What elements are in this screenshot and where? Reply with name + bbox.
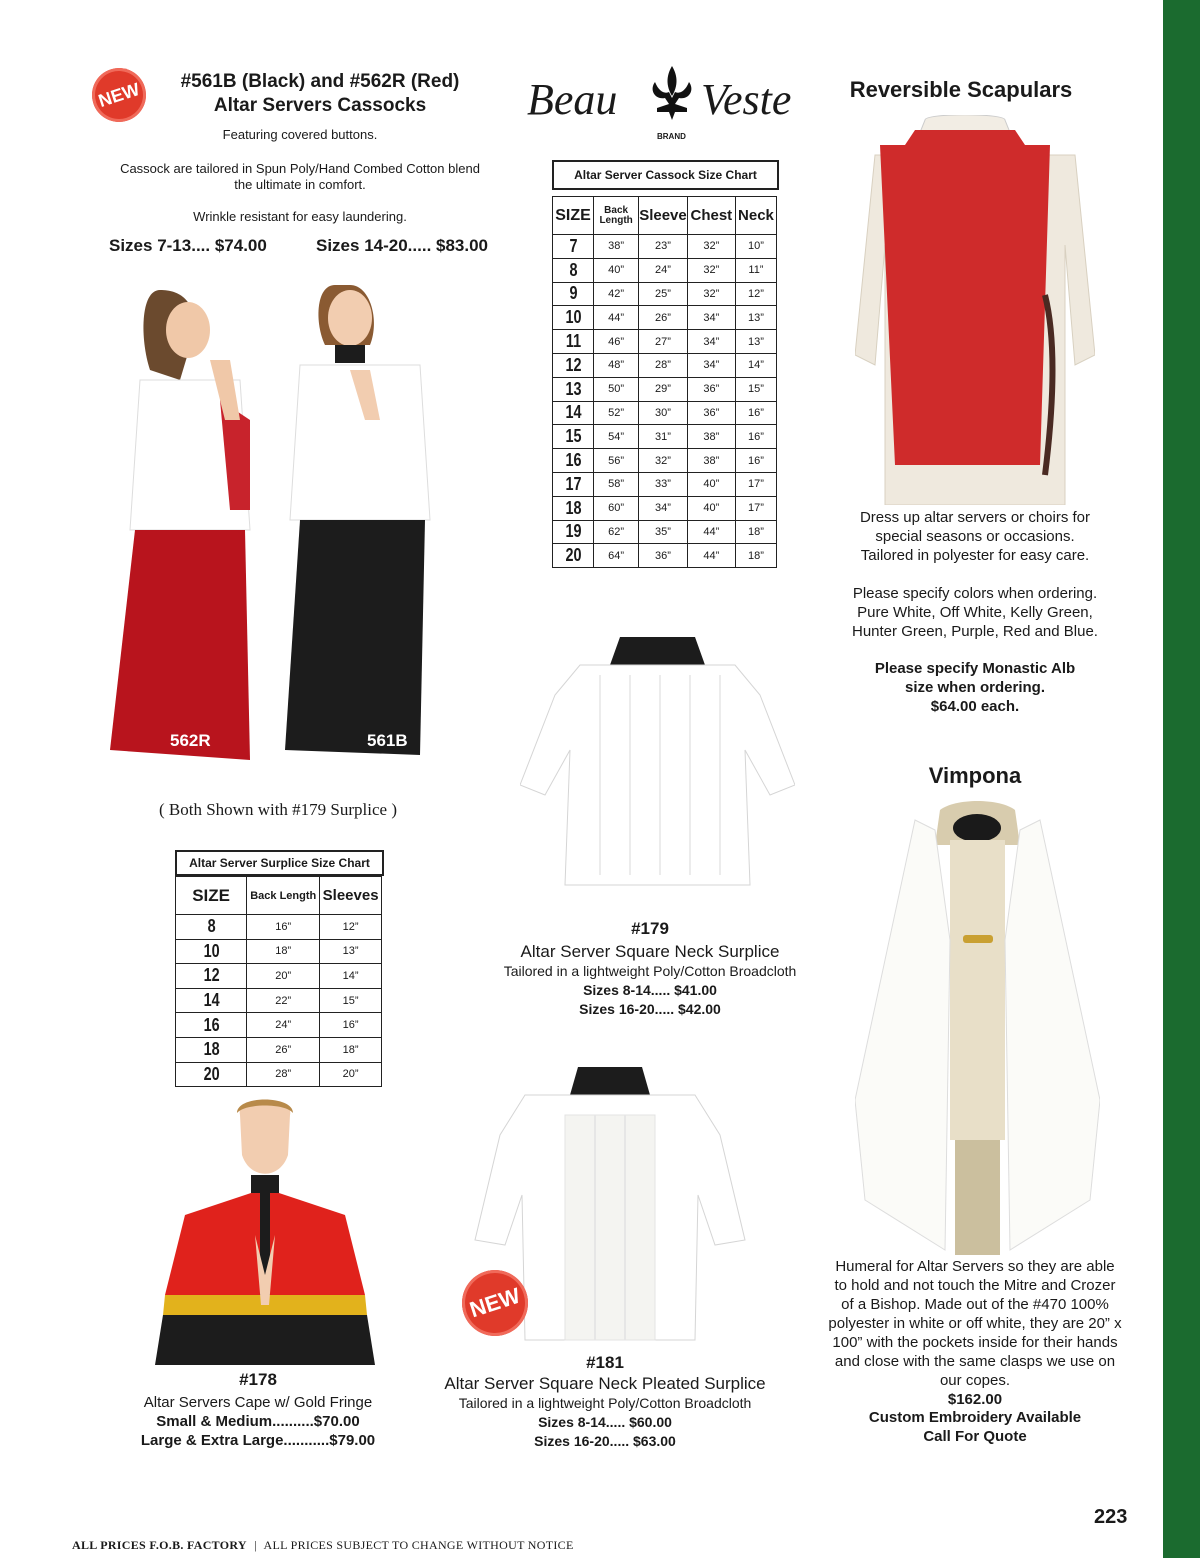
size-cell: 16: [183, 1013, 240, 1038]
photo-label-562r: 562R: [170, 731, 211, 750]
size-cell: 13: [557, 377, 590, 401]
measurement-cell: 14”: [735, 353, 776, 377]
cassock-title-line1: #561B (Black) and #562R (Red): [180, 71, 460, 92]
cassock-table-row: [553, 306, 777, 330]
size-cell: 16: [557, 449, 590, 473]
new-badge: NEW: [85, 61, 153, 129]
measurement-cell: 50”: [594, 377, 639, 401]
measurement-cell: 17”: [735, 472, 776, 496]
cassock-table-row: [553, 449, 777, 473]
surplice-table-row: [176, 915, 382, 940]
vimpona-price: $162.00: [947, 1391, 1003, 1408]
measurement-cell: 13”: [735, 306, 776, 330]
measurement-cell: 22”: [247, 988, 320, 1013]
measurement-cell: 40”: [594, 258, 639, 282]
measurement-cell: 38”: [687, 425, 735, 449]
surplice-181-number: #181: [586, 1353, 624, 1372]
measurement-cell: 31”: [639, 425, 688, 449]
measurement-cell: 36”: [639, 544, 688, 568]
measurement-cell: 16”: [247, 915, 320, 940]
size-cell: 20: [557, 544, 590, 568]
cassock-desc-fabric-1: Cassock are tailored in Spun Poly/Hand Combed Cotton blend: [120, 161, 480, 176]
measurement-cell: 24”: [247, 1013, 320, 1038]
scapulars-desc-1: Dress up altar servers or choirs for: [859, 509, 1091, 526]
surplice-181-fabric: Tailored in a lightweight Poly/Cotton Broadcloth: [458, 1395, 752, 1411]
surplice-181-price-small: Sizes 8-14..... $60.00: [538, 1414, 672, 1430]
size-cell: 15: [557, 425, 590, 449]
vimpona-desc-5: 100” with the pockets inside for their hands: [832, 1334, 1118, 1351]
measurement-cell: 24”: [639, 258, 688, 282]
cassock-desc-fabric-2: the ultimate in comfort.: [234, 177, 366, 192]
surplice-size-table: [175, 876, 382, 1087]
fleur-de-lis-icon: [649, 64, 695, 122]
scapulars-desc-2: special seasons or occasions.: [875, 528, 1075, 545]
cape-178-photo: [155, 1095, 375, 1365]
cassock-table-row: [553, 401, 777, 425]
vimpona-embroidery: Custom Embroidery Available: [868, 1409, 1082, 1426]
logo-word-beau: Beau: [527, 75, 618, 124]
measurement-cell: 15”: [735, 377, 776, 401]
cassock-photo-caption: ( Both Shown with #179 Surplice ): [159, 800, 397, 819]
vimpona-quote: Call For Quote: [923, 1428, 1027, 1445]
black-cassock-figure: [285, 285, 430, 755]
surplice-col-header-sleeves: Sleeves: [320, 877, 382, 915]
measurement-cell: 44”: [594, 306, 639, 330]
cassock-table-row: [553, 353, 777, 377]
footer-notice: [72, 1538, 574, 1553]
size-cell: 9: [557, 282, 590, 306]
photo-label-561b: 561B: [367, 731, 408, 750]
surplice-179-photo: [520, 635, 795, 900]
cape-178-name: Altar Servers Cape w/ Gold Fringe: [143, 1394, 373, 1411]
size-cell: 19: [557, 520, 590, 544]
measurement-cell: 20”: [320, 1062, 382, 1087]
surplice-179-number: #179: [631, 919, 669, 938]
size-cell: 20: [183, 1062, 240, 1087]
measurement-cell: 13”: [320, 939, 382, 964]
scapulars-colors-1: Please specify colors when ordering.: [852, 585, 1098, 602]
cassock-table-row: [553, 258, 777, 282]
size-cell: 7: [557, 235, 590, 259]
measurement-cell: 34”: [687, 353, 735, 377]
measurement-cell: 12”: [735, 282, 776, 306]
measurement-cell: 40”: [687, 496, 735, 520]
size-cell: 11: [557, 330, 590, 354]
cape-178-price-small: Small & Medium..........$70.00: [156, 1413, 360, 1430]
measurement-cell: 34”: [639, 496, 688, 520]
surplice-179-name: Altar Server Square Neck Surplice: [520, 942, 780, 961]
measurement-cell: 18”: [735, 544, 776, 568]
cassock-table-row: [553, 377, 777, 401]
measurement-cell: 38”: [687, 449, 735, 473]
measurement-cell: 32”: [639, 449, 688, 473]
scapulars-note-2: size when ordering.: [904, 679, 1046, 696]
measurement-cell: 17”: [735, 496, 776, 520]
measurement-cell: 40”: [687, 472, 735, 496]
beau-veste-logo: [525, 62, 805, 146]
scapulars-price: $64.00 each.: [930, 698, 1020, 715]
logo-brand-label: BRAND: [657, 132, 686, 141]
footer-separator: |: [254, 1538, 257, 1552]
measurement-cell: 13”: [735, 330, 776, 354]
vimpona-desc-3: of a Bishop. Made out of the #470 100%: [841, 1296, 1109, 1313]
measurement-cell: 16”: [735, 401, 776, 425]
size-cell: 12: [557, 353, 590, 377]
page-number: 223: [1094, 1506, 1128, 1528]
page-edge-band: [1163, 0, 1200, 1558]
size-cell: 8: [183, 915, 240, 940]
cassock-table-row: [553, 520, 777, 544]
new-badge: NEW: [453, 1261, 536, 1344]
measurement-cell: 29”: [639, 377, 688, 401]
cape-178-number: #178: [239, 1370, 277, 1389]
measurement-cell: 52”: [594, 401, 639, 425]
col-header-sleeve: Sleeve: [639, 197, 688, 235]
measurement-cell: 34”: [687, 330, 735, 354]
measurement-cell: 46”: [594, 330, 639, 354]
surplice-179-price-small: Sizes 8-14..... $41.00: [583, 982, 717, 998]
measurement-cell: 10”: [735, 235, 776, 259]
scapular-photo: [855, 115, 1095, 505]
measurement-cell: 25”: [639, 282, 688, 306]
surplice-table-row: [176, 1062, 382, 1087]
measurement-cell: 26”: [639, 306, 688, 330]
cassock-desc-wrinkle: Wrinkle resistant for easy laundering.: [193, 209, 407, 224]
measurement-cell: 16”: [735, 425, 776, 449]
col-header-back-length: Back Length: [594, 197, 639, 235]
measurement-cell: 33”: [639, 472, 688, 496]
measurement-cell: 15”: [320, 988, 382, 1013]
cape-178-price-large: Large & Extra Large...........$79.00: [140, 1432, 376, 1449]
surplice-181-price-large: Sizes 16-20..... $63.00: [534, 1433, 676, 1449]
measurement-cell: 62”: [594, 520, 639, 544]
measurement-cell: 20”: [247, 964, 320, 989]
surplice-table-row: [176, 988, 382, 1013]
measurement-cell: 64”: [594, 544, 639, 568]
surplice-col-header-back-length: Back Length: [247, 877, 320, 915]
measurement-cell: 32”: [687, 258, 735, 282]
scapulars-desc-3: Tailored in polyester for easy care.: [860, 547, 1090, 564]
red-cassock-figure: [110, 290, 250, 760]
cassock-table-row: [553, 544, 777, 568]
measurement-cell: 23”: [639, 235, 688, 259]
surplice-chart-title: Altar Server Surplice Size Chart: [175, 850, 384, 876]
size-cell: 14: [183, 988, 240, 1013]
vimpona-photo: [855, 800, 1100, 1255]
measurement-cell: 12”: [320, 915, 382, 940]
cassock-price-small: Sizes 7-13.... $74.00: [109, 236, 267, 255]
cassock-price-large: Sizes 14-20..... $83.00: [316, 236, 489, 255]
measurement-cell: 36”: [687, 401, 735, 425]
cassock-chart-title: Altar Server Cassock Size Chart: [552, 160, 779, 190]
cassocks-photo: [100, 270, 440, 790]
surplice-179-fabric: Tailored in a lightweight Poly/Cotton Broadcloth: [503, 963, 797, 979]
measurement-cell: 11”: [735, 258, 776, 282]
measurement-cell: 27”: [639, 330, 688, 354]
measurement-cell: 26”: [247, 1037, 320, 1062]
size-cell: 18: [557, 496, 590, 520]
logo-word-veste: Veste: [701, 75, 792, 124]
size-cell: 17: [557, 472, 590, 496]
size-cell: 12: [183, 964, 240, 989]
cassock-title-line2: Altar Servers Cassocks: [213, 95, 427, 116]
vimpona-desc-2: to hold and not touch the Mitre and Crozer: [834, 1277, 1116, 1294]
col-header-chest: Chest: [687, 197, 735, 235]
cassock-table-row: [553, 282, 777, 306]
surplice-181-name: Altar Server Square Neck Pleated Surplice: [444, 1374, 766, 1393]
measurement-cell: 42”: [594, 282, 639, 306]
surplice-table-row: [176, 939, 382, 964]
cassock-table-row: [553, 330, 777, 354]
measurement-cell: 58”: [594, 472, 639, 496]
measurement-cell: 34”: [687, 306, 735, 330]
size-cell: 18: [183, 1037, 240, 1062]
size-cell: 10: [557, 306, 590, 330]
size-cell: 10: [183, 939, 240, 964]
footer-price-change: ALL PRICES SUBJECT TO CHANGE WITHOUT NOTICE: [263, 1538, 574, 1552]
cassock-table-row: [553, 496, 777, 520]
surplice-col-header-size: SIZE: [176, 877, 247, 915]
vimpona-title: Vimpona: [928, 763, 1022, 788]
measurement-cell: 18”: [735, 520, 776, 544]
vimpona-desc-4: polyester in white or off white, they are 20” x: [828, 1315, 1122, 1332]
measurement-cell: 35”: [639, 520, 688, 544]
measurement-cell: 36”: [687, 377, 735, 401]
measurement-cell: 56”: [594, 449, 639, 473]
cassock-table-row: [553, 472, 777, 496]
size-cell: 14: [557, 401, 590, 425]
measurement-cell: 30”: [639, 401, 688, 425]
measurement-cell: 44”: [687, 520, 735, 544]
measurement-cell: 28”: [639, 353, 688, 377]
measurement-cell: 18”: [320, 1037, 382, 1062]
surplice-table-row: [176, 1013, 382, 1038]
measurement-cell: 38”: [594, 235, 639, 259]
measurement-cell: 54”: [594, 425, 639, 449]
vimpona-desc-6: and close with the same clasps we use on: [834, 1353, 1116, 1370]
measurement-cell: 32”: [687, 235, 735, 259]
surplice-179-price-large: Sizes 16-20..... $42.00: [579, 1001, 721, 1017]
measurement-cell: 16”: [320, 1013, 382, 1038]
size-cell: 8: [557, 258, 590, 282]
measurement-cell: 32”: [687, 282, 735, 306]
cassock-table-row: [553, 235, 777, 259]
col-header-neck: Neck: [735, 197, 776, 235]
col-header-size: SIZE: [553, 197, 594, 235]
vimpona-desc-7: our copes.: [939, 1372, 1011, 1389]
footer-fob: ALL PRICES F.O.B. FACTORY: [72, 1538, 247, 1552]
measurement-cell: 60”: [594, 496, 639, 520]
cassock-table-row: [553, 425, 777, 449]
cassock-size-table: [552, 196, 777, 568]
scapulars-colors-2: Pure White, Off White, Kelly Green,: [857, 604, 1093, 621]
measurement-cell: 14”: [320, 964, 382, 989]
surplice-table-row: [176, 1037, 382, 1062]
measurement-cell: 48”: [594, 353, 639, 377]
scapulars-title: Reversible Scapulars: [849, 77, 1073, 102]
vimpona-desc-1: Humeral for Altar Servers so they are able: [835, 1258, 1115, 1275]
surplice-table-row: [176, 964, 382, 989]
measurement-cell: 44”: [687, 544, 735, 568]
measurement-cell: 16”: [735, 449, 776, 473]
cassock-desc-buttons: Featuring covered buttons.: [222, 127, 378, 142]
scapulars-colors-3: Hunter Green, Purple, Red and Blue.: [852, 623, 1098, 640]
measurement-cell: 28”: [247, 1062, 320, 1087]
scapulars-note-1: Please specify Monastic Alb: [874, 660, 1076, 677]
measurement-cell: 18”: [247, 939, 320, 964]
